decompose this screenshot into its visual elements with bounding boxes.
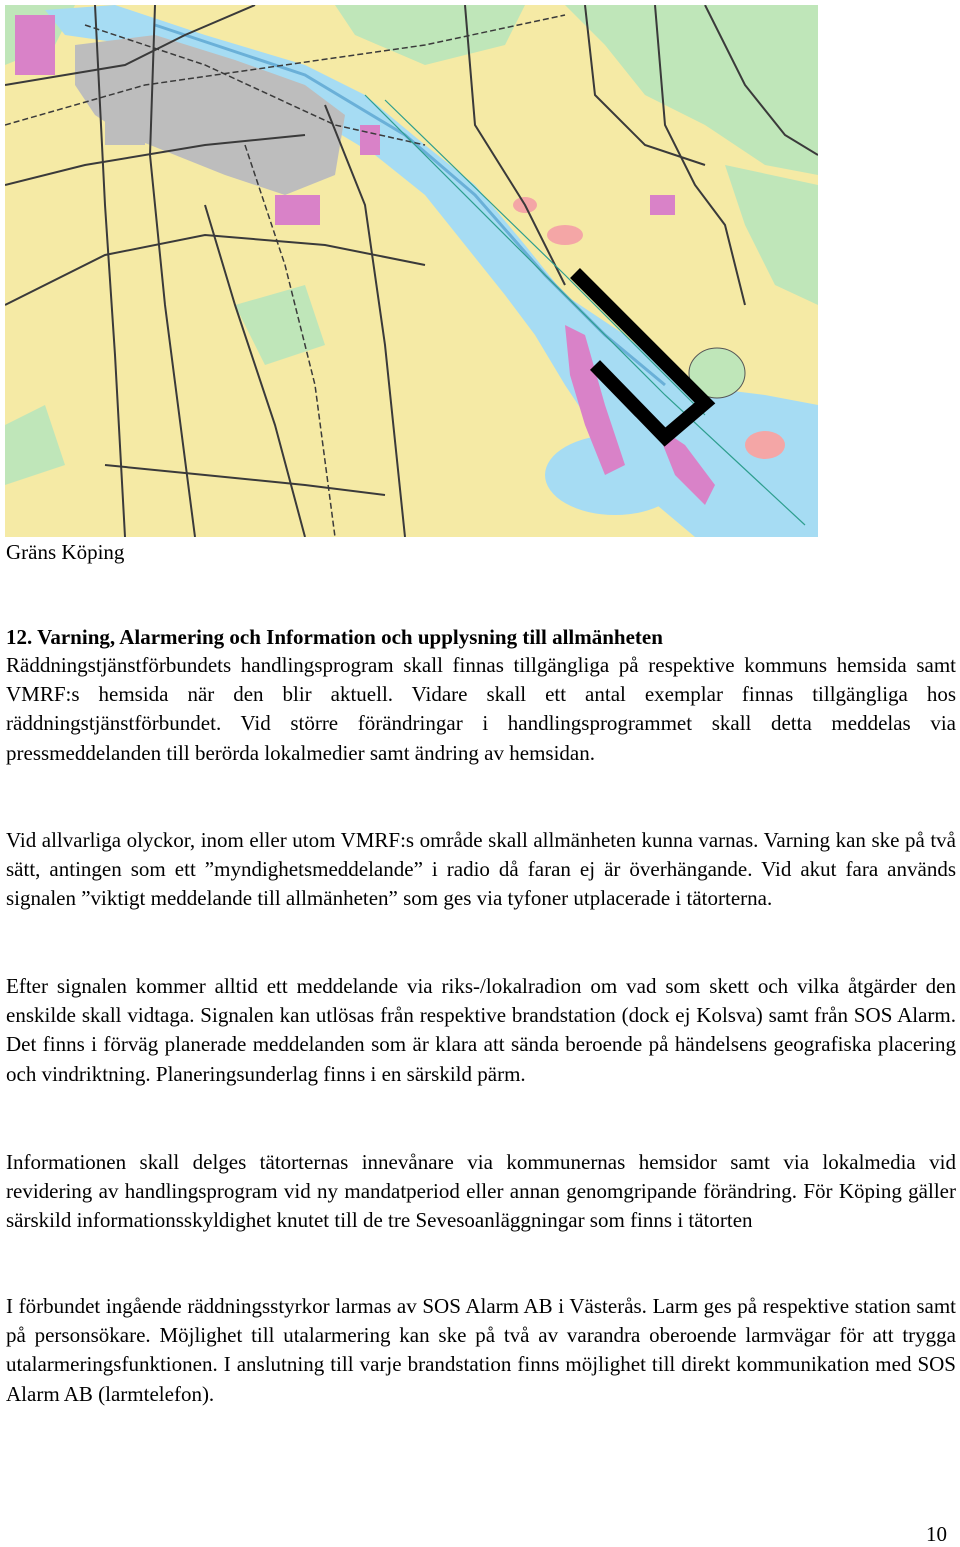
paragraph-publication: Räddningstjänstförbundets handlingsprogram skall finnas tillgängliga på respektive kommuns hemsida samt VMRF:s hemsida när den blir aktuell. Vidare skall ett antal exemplar finnas tillgängliga hos räddningstjänstförbundet. Vid större förändringar i handlingsprogrammet skall detta meddelas via pressmeddelanden till berörda lokalmedier samt ändring av hemsidan. xyxy=(6,653,956,765)
map-caption: Gräns Köping xyxy=(6,540,125,564)
section-heading: 12. Varning, Alarmering och Information och upplysning till allmänheten xyxy=(6,625,663,649)
map-image xyxy=(5,5,818,537)
paragraph-warning: Vid allvarliga olyckor, inom eller utom VMRF:s område skall allmänheten kunna varnas. Varning kan ske på två sätt, antingen som ett ”myndighetsmeddelande” i radio då faran ej är överhängande. Vid akut fara används signalen ”viktigt meddelande till allmänheten” som ges via tyfoner utplacerade i tätorterna. xyxy=(6,828,956,911)
paragraph-information: Informationen skall delges tätorternas innevånare via kommunernas hemsidor samt via lokalmedia vid revidering av handlingsprogram vid ny mandatperiod eller annan genomgripande förändring. För Köping gäller särskild informationsskyldighet knutet till de tre Sevesoanläggningar som finns i tätorten xyxy=(6,1150,956,1233)
paragraph-signal: Efter signalen kommer alltid ett meddelande via riks-/lokalradion om vad som skett och vilka åtgärder den enskilde skall vidtaga. Signalen kan utlösas från respektive brandstation (dock ej Kolsva) samt från SOS Alarm. Det finns i förväg planerade meddelanden som är klara att sända beroende på händelsens geografiska placering och vindriktning. Planeringsunderlag finns i en särskild pärm. xyxy=(6,974,956,1086)
page-number: 10 xyxy=(926,1522,947,1546)
paragraph-alarm: I förbundet ingående räddningsstyrkor larmas av SOS Alarm AB i Västerås. Larm ges på respektive station samt på personsökare. Möjlighet till utalarmering kan ske på två av varandra oberoende larmvägar för att trygga utalarmeringsfunktionen. I anslutning till varje brandstation finns möjlighet till direkt kommunikation med SOS Alarm AB (larmtelefon). xyxy=(6,1294,956,1406)
